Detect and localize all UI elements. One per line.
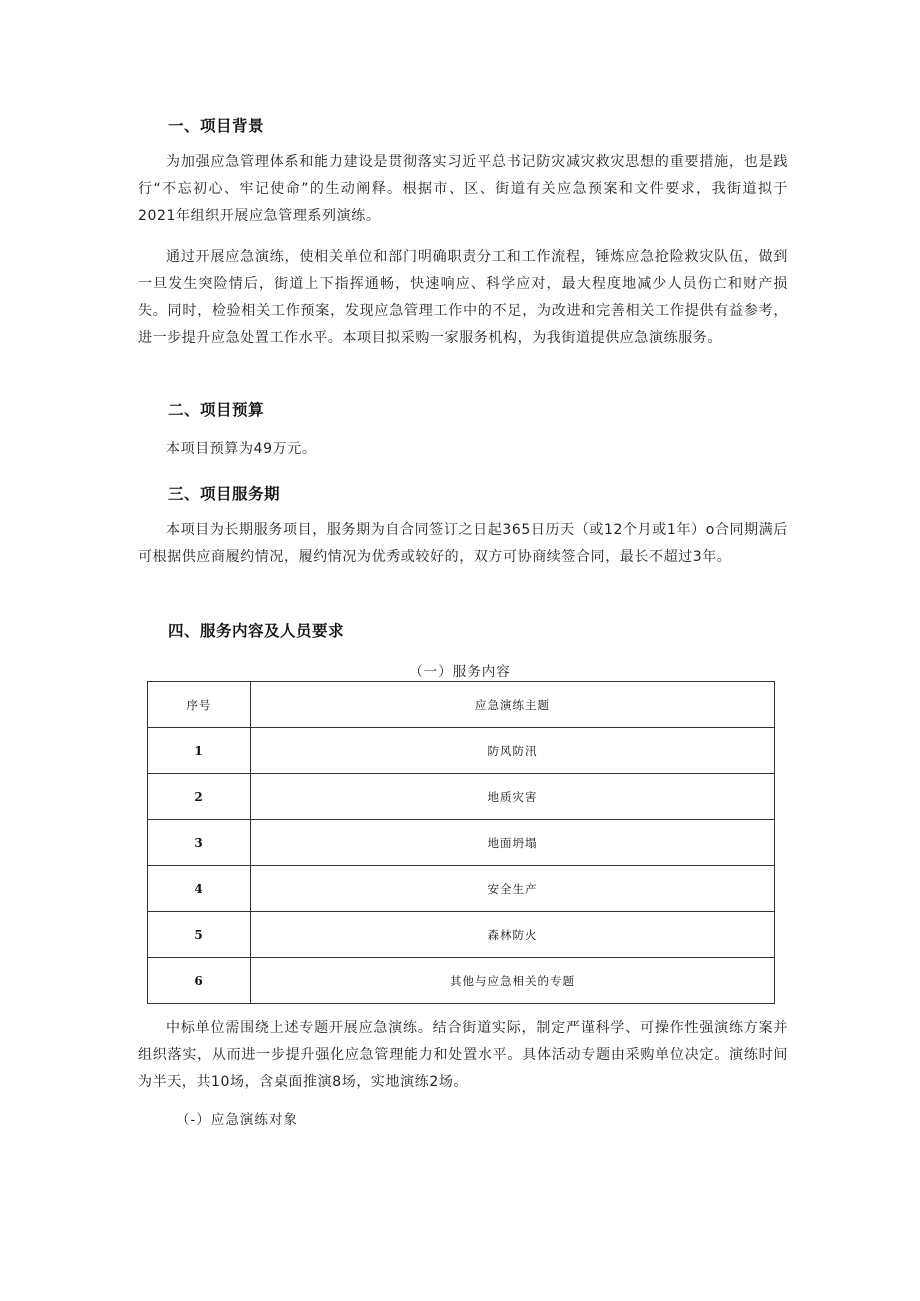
row-topic: 防风防汛: [251, 728, 775, 774]
paragraph-service-period: 本项目为长期服务项目，服务期为自合同签订之日起365日历天（或12个月或1年）o合同期满后可根据供应商履约情况，履约情况为优秀或较好的，双方可协商续签合同，最长不超过3年。: [138, 522, 788, 565]
row-serial: 3: [148, 820, 251, 866]
row-serial: 4: [148, 866, 251, 912]
table-row: [148, 774, 775, 820]
section-heading-service-period: 三、项目服务期: [168, 485, 281, 503]
section-heading-budget: 二、项目预算: [168, 401, 265, 419]
section-heading-service-content: 四、服务内容及人员要求: [168, 622, 345, 640]
section-heading-background: 一、项目背景: [168, 117, 265, 135]
row-serial: 6: [148, 958, 251, 1004]
table-row: [148, 728, 775, 774]
paragraph-background-2: 通过开展应急演练，使相关单位和部门明确职责分工和工作流程，锤炼应急抢险救灾队伍，做到一旦发生突险情后，街道上下指挥通畅，快速响应、科学应对，最大程度地减少人员伤亡和财产损失。同时，检验相关工作预案，发现应急管理工作中的不足，为改进和完善相关工作提供有益参考，进一步提升应急处置工作水平。本项目拟采购一家服务机构，为我街道提供应急演练服务。: [138, 249, 788, 346]
table-row: [148, 912, 775, 958]
table-row: [148, 866, 775, 912]
row-topic: 地质灾害: [251, 774, 775, 820]
header-topic: 应急演练主题: [251, 682, 775, 728]
row-topic: 地面坍塌: [251, 820, 775, 866]
row-serial: 2: [148, 774, 251, 820]
paragraph-background-1: 为加强应急管理体系和能力建设是贯彻落实习近平总书记防灾减灾救灾思想的重要措施，也是践行“不忘初心、牢记使命”的生动阐释。根据市、区、街道有关应急预案和文件要求，我街道拟于2021年组织开展应急管理系列演练。: [138, 154, 788, 224]
paragraph-budget: 本项目预算为49万元。: [166, 441, 317, 457]
row-topic: 森林防火: [251, 912, 775, 958]
subheading-drill-targets: （-）应急演练对象: [176, 1112, 298, 1128]
row-topic: 其他与应急相关的专题: [251, 958, 775, 1004]
row-serial: 5: [148, 912, 251, 958]
service-content-table: [147, 681, 775, 1004]
table-header-row: [148, 682, 775, 728]
table-row: [148, 820, 775, 866]
row-topic: 安全生产: [251, 866, 775, 912]
table-caption: （一）服务内容: [409, 664, 511, 680]
header-serial: 序号: [148, 682, 251, 728]
paragraph-service-content: 中标单位需围绕上述专题开展应急演练。结合街道实际，制定严谨科学、可操作性强演练方案并组织落实，从而进一步提升强化应急管理能力和处置水平。具体活动专题由采购单位决定。演练时间为半天，共10场，含桌面推演8场，实地演练2场。: [138, 1020, 788, 1090]
table-row: [148, 958, 775, 1004]
row-serial: 1: [148, 728, 251, 774]
